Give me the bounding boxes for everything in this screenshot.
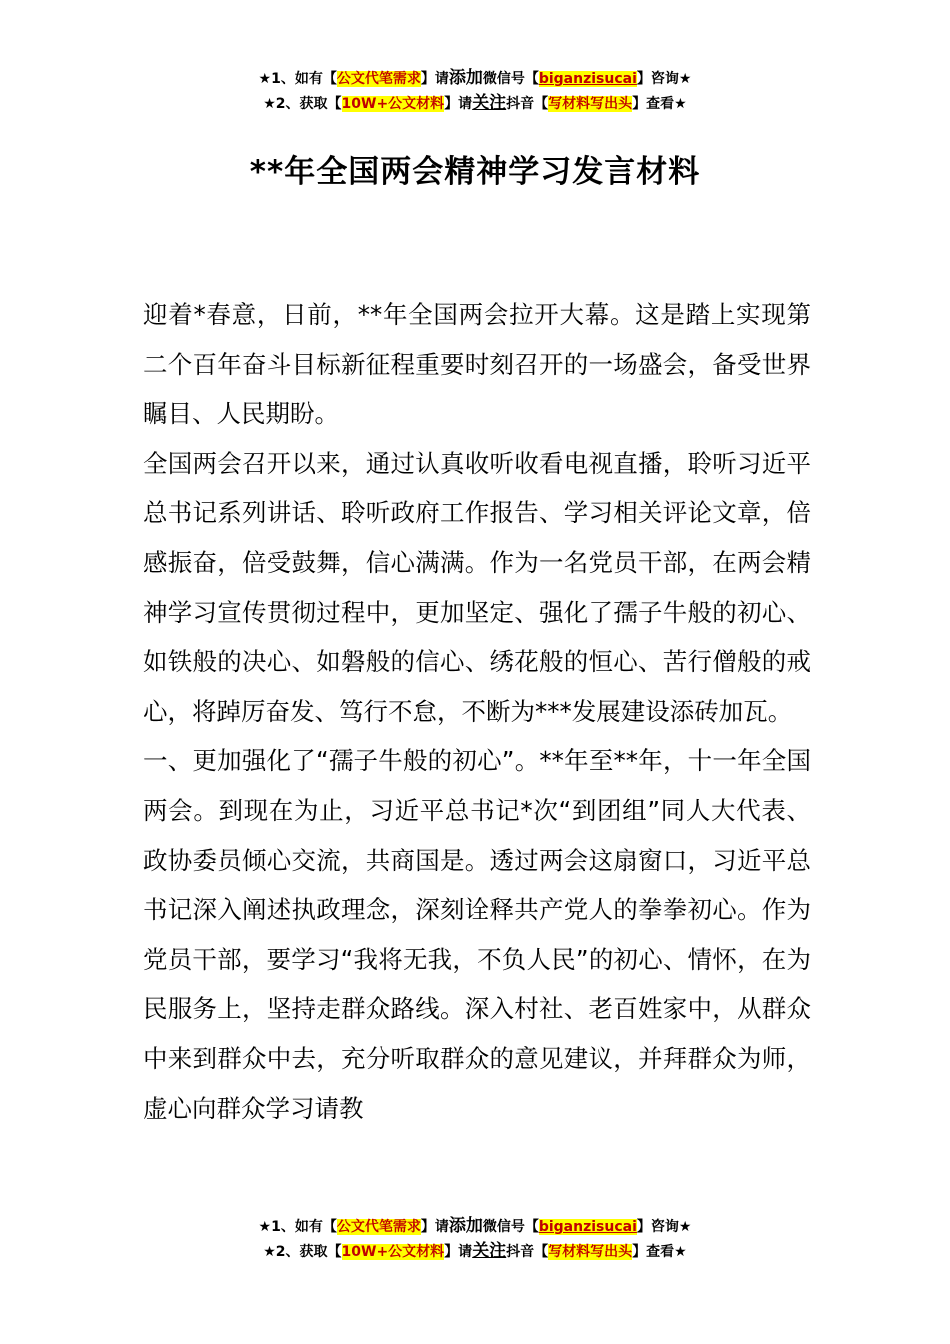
banner-emphasis: 添加 — [448, 1216, 483, 1236]
header-banner-line-1 — [0, 66, 950, 91]
header-banner-line-2 — [0, 91, 950, 116]
banner-text: ★1、如有【 — [258, 71, 337, 87]
document-title: **年全国两会精神学习发言材料 — [249, 154, 701, 190]
paragraph: 全国两会召开以来，通过认真收听收看电视直播，聆听习近平总书记系列讲话、聆听政府工作报告、学习相关评论文章，倍感振奋，倍受鼓舞，信心满满。作为一名党员干部，在两会精神学习宣传贯彻过程中，更加坚定、强化了孺子牛般的初心、如铁般的决心、如磐般的信心、绣花般的恒心、苦行僧般的戒心，将踔厉奋发、笃行不怠，不断为***发展建设添砖加瓦。 — [143, 448, 811, 726]
banner-text: 】查看★ — [632, 96, 687, 112]
banner-highlight-wechat-id: biganzisucai — [538, 1219, 637, 1235]
banner-emphasis: 关注 — [472, 93, 507, 113]
footer-banner-line-2 — [0, 1239, 950, 1264]
banner-text: 】请 — [420, 71, 449, 87]
banner-text: ★2、获取【 — [263, 1244, 342, 1260]
document-body — [143, 290, 811, 1133]
paragraph: 迎着*春意，日前，**年全国两会拉开大幕。这是踏上实现第二个百年奋斗目标新征程重要时刻召开的一场盛会，备受世界瞩目、人民期盼。 — [143, 300, 811, 429]
banner-highlight-account: 写材料写出头 — [548, 1244, 633, 1260]
banner-text: 抖音【 — [506, 96, 549, 112]
banner-text: 】咨询★ — [636, 71, 692, 87]
banner-emphasis: 关注 — [472, 1241, 507, 1261]
banner-text: 】请 — [444, 96, 473, 112]
banner-text: 微信号【 — [482, 71, 539, 87]
banner-highlight-service: 公文代笔需求 — [336, 71, 421, 87]
banner-highlight-account: 写材料写出头 — [548, 96, 633, 112]
banner-highlight-wechat-id: biganzisucai — [538, 71, 637, 87]
footer-banner-line-1 — [0, 1214, 950, 1239]
footer-banner — [0, 1214, 950, 1264]
banner-text: 抖音【 — [506, 1244, 549, 1260]
banner-highlight-materials: 10W+公文材料 — [341, 1244, 445, 1260]
banner-text: 】请 — [420, 1219, 449, 1235]
banner-text: ★1、如有【 — [258, 1219, 337, 1235]
header-banner — [0, 66, 950, 116]
banner-text: 】查看★ — [632, 1244, 687, 1260]
banner-highlight-service: 公文代笔需求 — [336, 1219, 421, 1235]
banner-highlight-materials: 10W+公文材料 — [341, 96, 445, 112]
banner-emphasis: 添加 — [448, 68, 483, 88]
banner-text: 微信号【 — [482, 1219, 539, 1235]
banner-text: ★2、获取【 — [263, 96, 342, 112]
paragraph: 一、更加强化了“孺子牛般的初心”。**年至**年，十一年全国两会。到现在为止，习近平总书记*次“到团组”同人大代表、政协委员倾心交流，共商国是。透过两会这扇窗口，习近平总书记深入阐述执政理念，深刻诠释共产党人的拳拳初心。作为党员干部，要学习“我将无我，不负人民”的初心、情怀，在为民服务上，坚持走群众路线。深入村社、老百姓家中，从群众中来到群众中去，充分听取群众的意见建议，并拜群众为师，虚心向群众学习请教 — [143, 746, 811, 1123]
banner-text: 】咨询★ — [636, 1219, 692, 1235]
banner-text: 】请 — [444, 1244, 473, 1260]
